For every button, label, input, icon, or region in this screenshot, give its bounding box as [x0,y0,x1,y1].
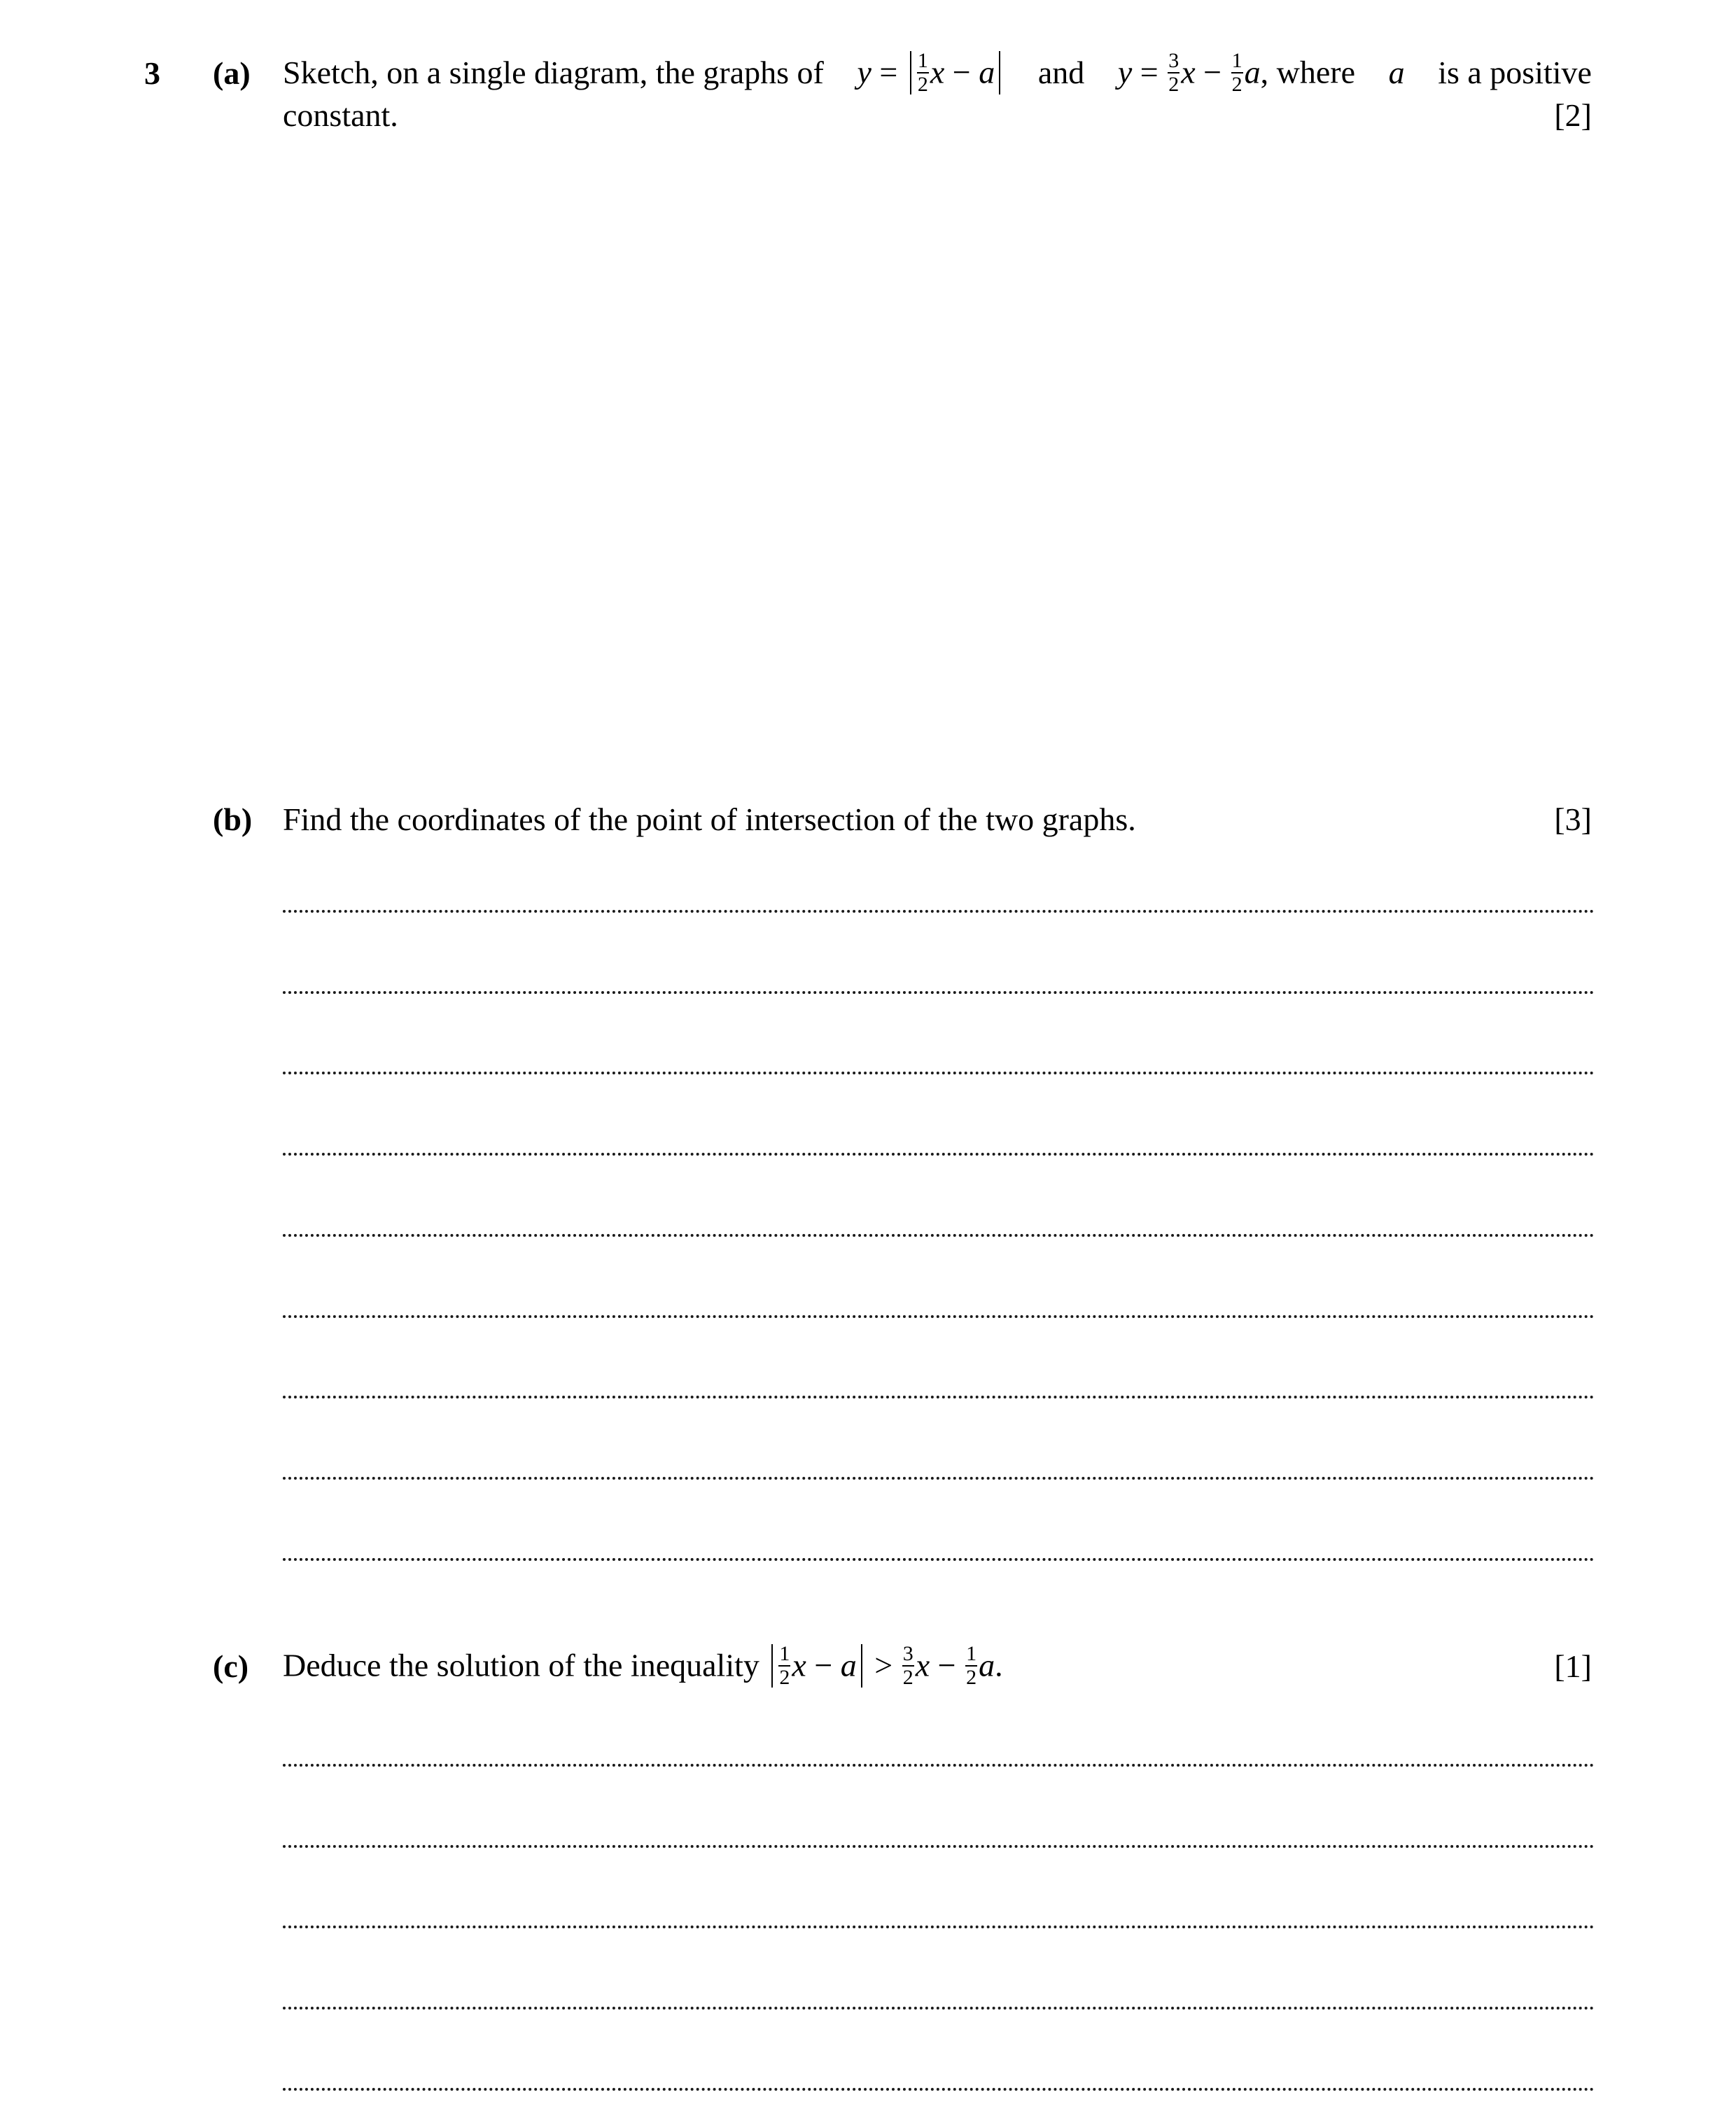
fraction-half: $\frac{1}{2}$ [917,49,928,96]
fraction-half-2: $\frac{1}{2}$ [1231,49,1242,96]
answer-line[interactable] [283,1845,1595,1848]
part-c-question-line: Deduce the solution of the inequality $\frac{1}{2}$ x − a > $\frac{3}{2}$ x − $\frac{1}{2}$ a. [283,1642,1003,1689]
part-a-marks: [2] [1554,97,1592,133]
answer-line[interactable] [283,2088,1595,2091]
answer-line[interactable] [283,1234,1595,1237]
part-b-label: (b) [213,801,253,837]
part-a-question-line-1: Sketch, on a single diagram, the graphs of y = $\frac{1}{2}$ x − a and y = $\frac{3}{2}$ x − $\frac{1}{2}$ a, where a is a positive [283,53,1592,98]
part-a-text-3: is a positive [1438,54,1592,90]
answer-line[interactable] [283,1477,1595,1480]
part-c-text: Deduce the solution of the inequality [283,1647,760,1683]
answer-line[interactable] [283,2007,1595,2010]
answer-line[interactable] [283,1558,1595,1561]
part-c-label: (c) [213,1648,249,1684]
part-a-label: (a) [213,55,251,91]
question-number: 3 [144,55,160,91]
answer-line[interactable] [283,1315,1595,1318]
answer-line[interactable] [283,910,1595,913]
greater-than-sign: > [874,1647,893,1683]
part-b-marks: [3] [1554,801,1592,837]
part-a-text-1: Sketch, on a single diagram, the graphs of [283,54,824,90]
abs-bar-left [771,1644,773,1688]
equals-sign: = [879,54,898,90]
part-a-equation-1: y = $\frac{1}{2}$ x − a [857,53,1004,98]
fraction-three-halves: $\frac{3}{2}$ [1168,49,1180,96]
part-b-question-text: Find the coordinates of the point of intersection of the two graphs. [283,801,1136,837]
var-y: y [857,54,872,90]
and-word: and [1037,54,1085,90]
fraction-half-2: $\frac{1}{2}$ [966,1642,977,1689]
abs-bar-right [999,51,1000,94]
answer-line[interactable] [283,1153,1595,1156]
answer-line[interactable] [283,1396,1595,1398]
fraction-three-halves: $\frac{3}{2}$ [902,1642,913,1689]
part-a-equation-2: y = $\frac{3}{2}$ x − $\frac{1}{2}$ a, where [1117,49,1355,96]
part-c-marks: [1] [1554,1648,1592,1684]
answer-line[interactable] [283,1072,1595,1074]
abs-bar-right [861,1644,862,1688]
answer-line[interactable] [283,1926,1595,1928]
part-a-question-line-2: constant. [283,97,398,133]
sketch-answer-area[interactable] [283,154,1592,770]
fraction-half: $\frac{1}{2}$ [779,1642,790,1689]
abs-bar-left [910,51,911,94]
answer-line[interactable] [283,1764,1595,1767]
answer-line[interactable] [283,991,1595,994]
